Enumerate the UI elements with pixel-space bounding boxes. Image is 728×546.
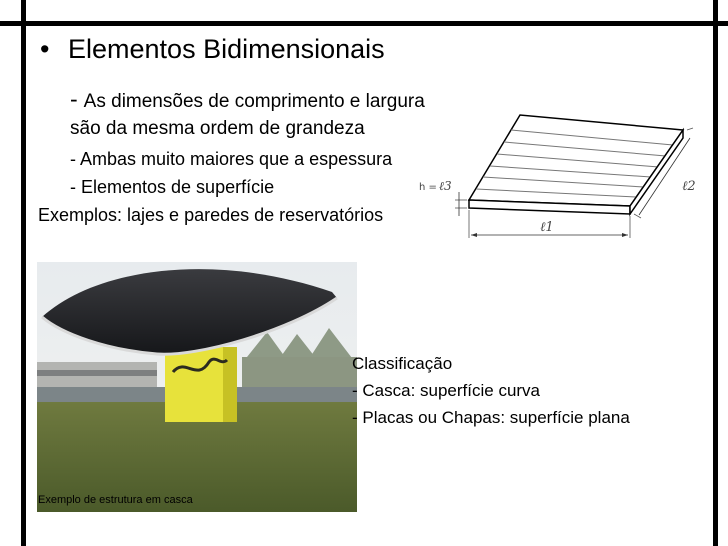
body-line-1 [70,86,425,113]
frame-border-right [713,0,718,546]
frame-border-left [21,0,26,546]
body-line-4: - Elementos de superfície [70,177,275,197]
l1-label: ℓ1 [540,220,554,235]
classification-item-placas: - Placas ou Chapas: superfície plana [352,408,630,427]
plate-diagram [405,100,710,250]
body-line-1-text: As dimensões de comprimento e largura [83,91,425,112]
classification-item-casca: - Casca: superfície curva [352,381,541,400]
body-line-5: Exemplos: lajes e paredes de reservatórios [38,205,384,225]
dash-mark: - [70,86,78,112]
h-label: h = [419,182,437,193]
l3-label: ℓ3 [439,179,452,193]
title-text: Elementos Bidimensionais [68,34,385,64]
classification-list [352,350,630,431]
casca-photo [37,262,357,512]
photo-caption: Exemplo de estrutura em casca [38,494,193,506]
body-line-3: - Ambas muito maiores que a espessura [70,149,393,169]
museum-image [37,262,357,512]
frame-border-top [0,21,728,26]
bullet-icon: • [40,34,50,64]
body-line-2: são da mesma ordem de grandeza [70,118,365,139]
classification-heading: Classificação [352,354,453,373]
slide-title [40,34,385,65]
l2-label: ℓ2 [682,179,696,194]
